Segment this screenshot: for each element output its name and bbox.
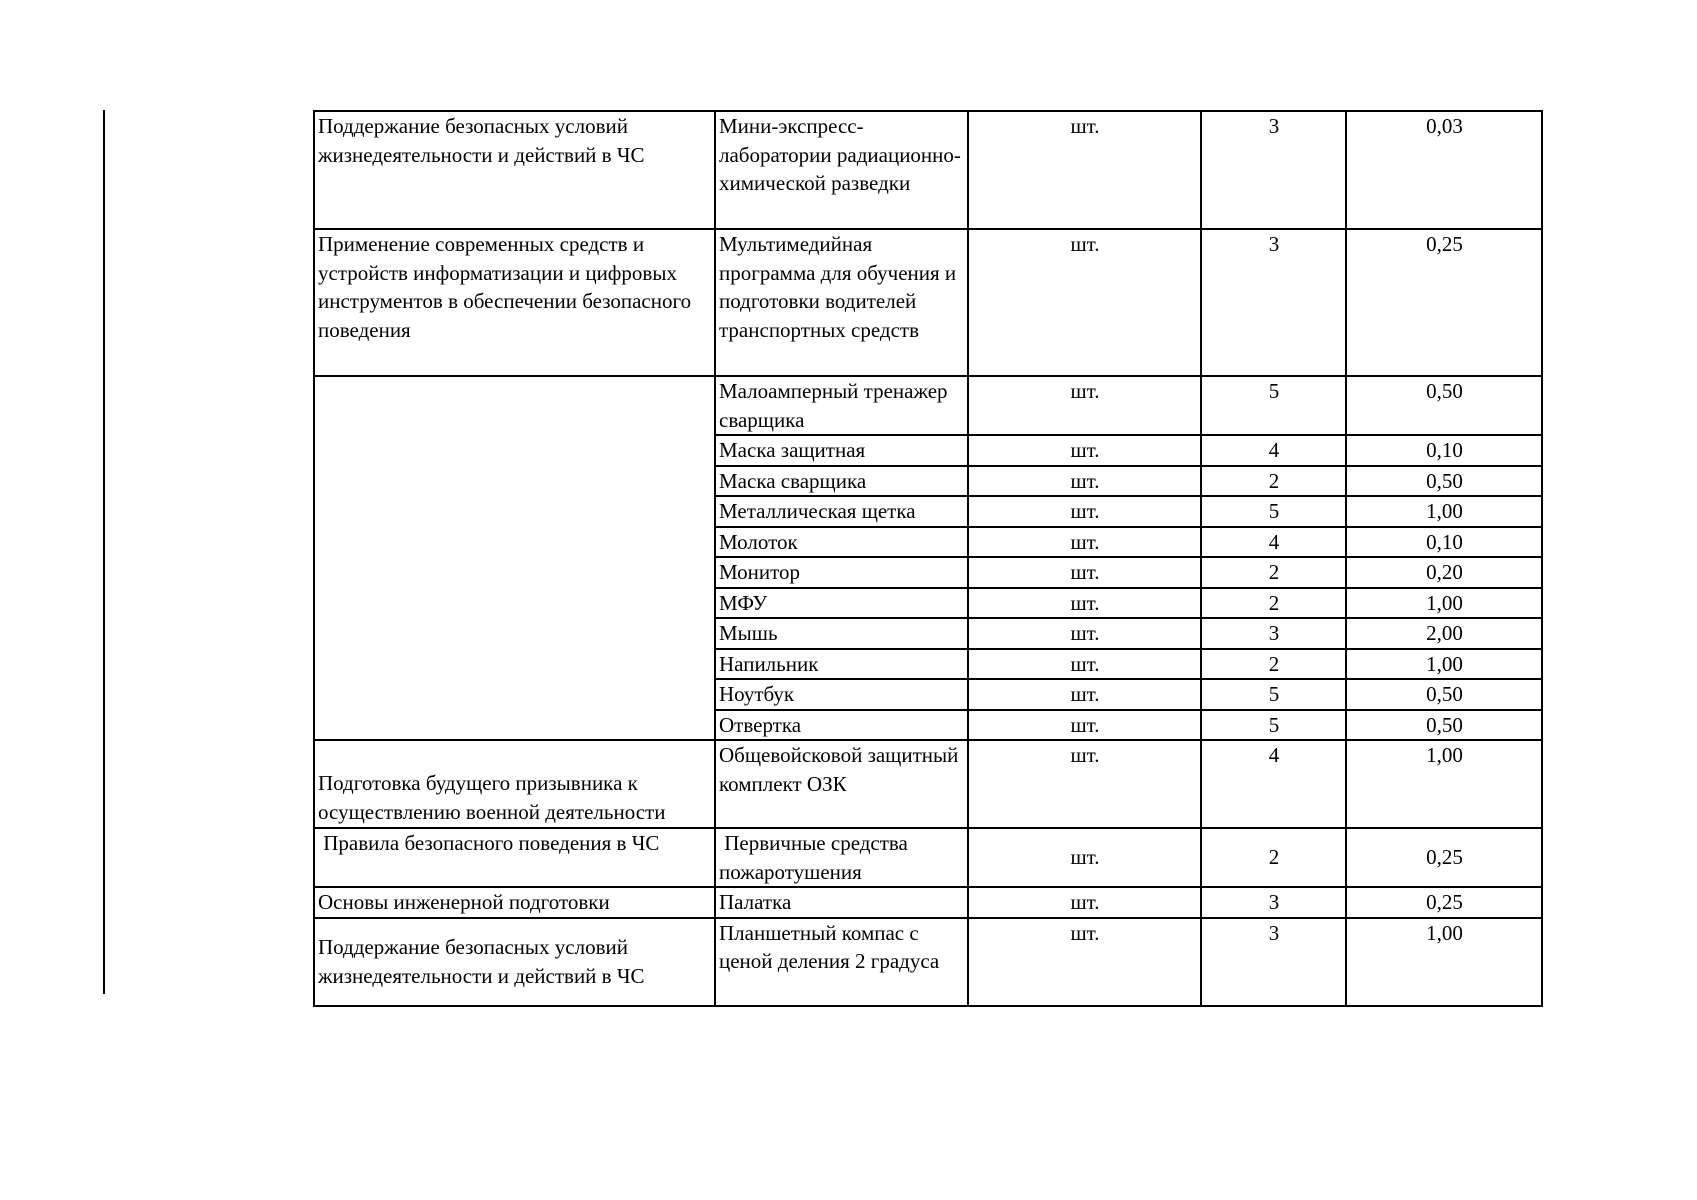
unit-cell: шт. [968,649,1201,680]
value-cell: 0,25 [1346,887,1542,918]
table-row [314,376,1542,435]
unit-cell: шт. [968,376,1201,435]
value-cell: 1,00 [1346,918,1542,1006]
unit-cell: шт. [968,496,1201,527]
value-cell: 0,50 [1346,466,1542,497]
unit-cell: шт. [968,588,1201,619]
table-row [314,887,1542,918]
item-cell: Первичные средства пожаротушения [715,828,968,887]
value-cell: 0,03 [1346,111,1542,229]
value-cell: 1,00 [1346,740,1542,828]
value-cell: 0,10 [1346,527,1542,558]
unit-cell: шт. [968,557,1201,588]
value-cell: 1,00 [1346,588,1542,619]
quantity-cell: 2 [1201,828,1346,887]
unit-cell: шт. [968,111,1201,229]
item-cell: Малоамперный тренажер сварщика [715,376,968,435]
unit-cell: шт. [968,918,1201,1006]
item-cell: Мультимедийная программа для обучения и подготовки водителей транспортных средств [715,229,968,376]
section-cell: Поддержание безопасных условий жизнедеятельности и действий в ЧС [314,111,715,229]
unit-cell: шт. [968,527,1201,558]
quantity-cell: 5 [1201,679,1346,710]
quantity-cell: 3 [1201,229,1346,376]
item-cell: Металлическая щетка [715,496,968,527]
item-cell: МФУ [715,588,968,619]
unit-cell: шт. [968,618,1201,649]
item-cell: Общевойсковой защитный комплект ОЗК [715,740,968,828]
unit-cell: шт. [968,887,1201,918]
quantity-cell: 2 [1201,557,1346,588]
unit-cell: шт. [968,679,1201,710]
quantity-cell: 2 [1201,466,1346,497]
quantity-cell: 5 [1201,376,1346,435]
quantity-cell: 3 [1201,887,1346,918]
unit-cell: шт. [968,740,1201,828]
unit-cell: шт. [968,229,1201,376]
item-cell: Напильник [715,649,968,680]
section-cell: Подготовка будущего призывника к осуществлению военной деятельности [314,740,715,828]
table-row [314,918,1542,1006]
value-cell: 0,20 [1346,557,1542,588]
quantity-cell: 4 [1201,435,1346,466]
value-cell: 0,25 [1346,229,1542,376]
table-row [314,229,1542,376]
item-cell: Монитор [715,557,968,588]
quantity-cell: 3 [1201,618,1346,649]
item-cell: Отвертка [715,710,968,741]
unit-cell: шт. [968,435,1201,466]
value-cell: 1,00 [1346,649,1542,680]
item-cell: Палатка [715,887,968,918]
item-cell: Ноутбук [715,679,968,710]
quantity-cell: 4 [1201,740,1346,828]
section-cell: Применение современных средств и устройств информатизации и цифровых инструментов в обеспечении безопасного поведения [314,229,715,376]
section-cell [314,376,715,740]
value-cell: 2,00 [1346,618,1542,649]
item-cell: Мышь [715,618,968,649]
quantity-cell: 3 [1201,918,1346,1006]
unit-cell: шт. [968,466,1201,497]
item-cell: Маска сварщика [715,466,968,497]
quantity-cell: 2 [1201,588,1346,619]
value-cell: 0,50 [1346,376,1542,435]
item-cell: Мини-экспресс-лаборатории радиационно-химической разведки [715,111,968,229]
value-cell: 0,50 [1346,710,1542,741]
section-cell: Правила безопасного поведения в ЧС [314,828,715,887]
quantity-cell: 4 [1201,527,1346,558]
value-cell: 0,50 [1346,679,1542,710]
unit-cell: шт. [968,828,1201,887]
value-cell: 0,25 [1346,828,1542,887]
item-cell: Планшетный компас с ценой деления 2 градуса [715,918,968,1006]
quantity-cell: 5 [1201,496,1346,527]
table-row [314,828,1542,887]
value-cell: 1,00 [1346,496,1542,527]
section-cell: Основы инженерной подготовки [314,887,715,918]
value-cell: 0,10 [1346,435,1542,466]
quantity-cell: 3 [1201,111,1346,229]
unit-cell: шт. [968,710,1201,741]
item-cell: Маска защитная [715,435,968,466]
item-cell: Молоток [715,527,968,558]
quantity-cell: 5 [1201,710,1346,741]
equipment-table [313,110,1543,1007]
section-cell: Поддержание безопасных условий жизнедеятельности и действий в ЧС [314,918,715,1006]
table-row [314,740,1542,828]
table-row [314,111,1542,229]
left-margin-line [103,110,105,994]
quantity-cell: 2 [1201,649,1346,680]
